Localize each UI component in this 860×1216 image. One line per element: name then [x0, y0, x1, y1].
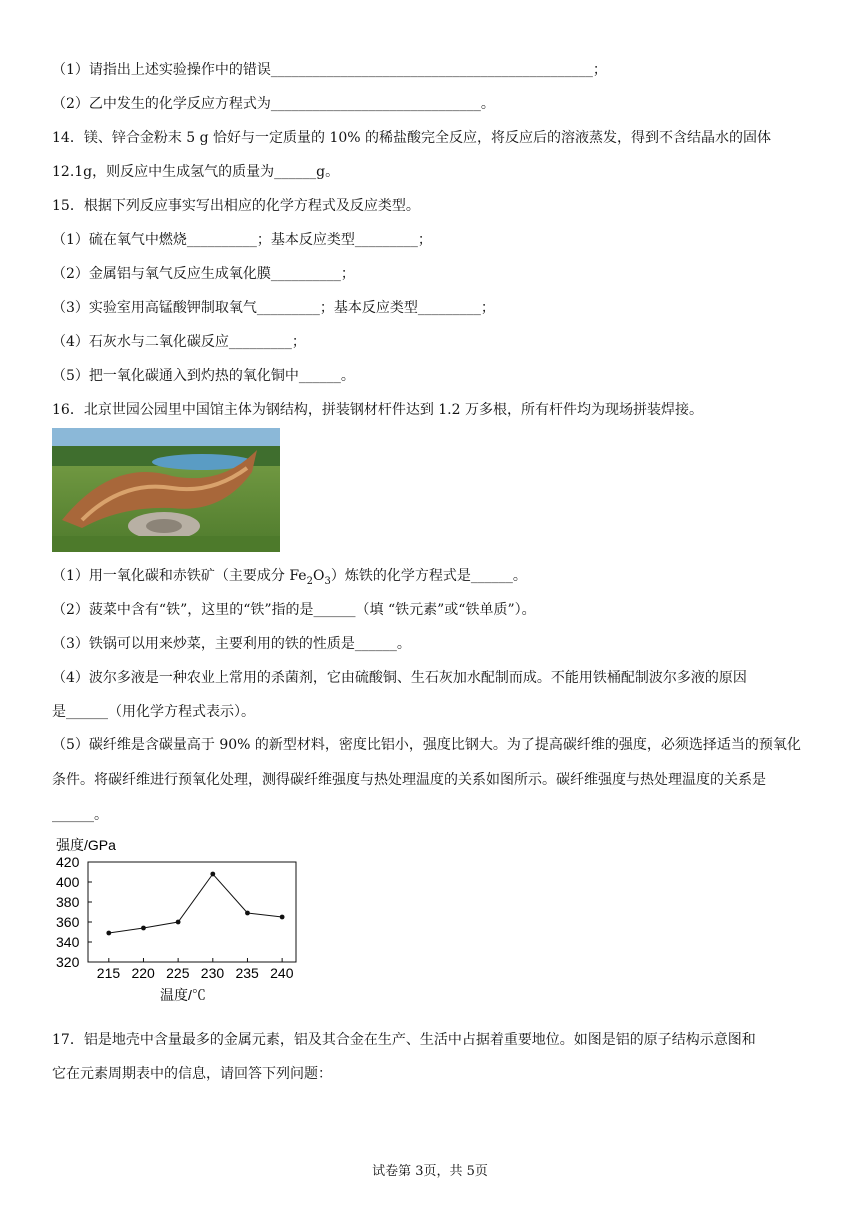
y-tick-label: 400	[56, 874, 80, 890]
data-point	[280, 915, 285, 920]
x-tick-label: 235	[235, 965, 259, 981]
data-point	[210, 872, 215, 877]
chart-xlabel: 温度/℃	[160, 987, 206, 1003]
y-tick-label: 320	[56, 954, 80, 970]
x-tick-label: 215	[96, 965, 121, 981]
q16-sub5: （5）碳纤维是含碳量高于 90% 的新型材料，密度比铝小，强度比钢大。为了提高碳纤维的强度，必须选择适当的预氧化条件。将碳纤维进行预氧化处理，测得碳纤维强度与热处理温度的关系如图所示。碳纤维强度与热处理温度的关系是______。	[52, 737, 801, 823]
data-point	[141, 926, 146, 931]
y-tick-label: 380	[56, 894, 80, 910]
q15-sub2: （2）金属铝与氧气反应生成氧化膜__________；	[52, 266, 355, 282]
q15-sub3: （3）实验室用高锰酸钾制取氧气_________；基本反应类型_________；	[52, 300, 495, 316]
q14-line1: 14．镁、锌合金粉末 5 g 恰好与一定质量的 10% 的稀盐酸完全反应，将反应后的溶液蒸发，得到不含结晶水的固体	[52, 130, 772, 146]
china-pavilion-photo	[52, 428, 280, 552]
chart-ylabel: 强度/GPa	[56, 837, 116, 853]
q16-sub4-line1: （4）波尔多液是一种农业上常用的杀菌剂，它由硫酸铜、生石灰加水配制而成。不能用铁桶配制波尔多液的原因	[52, 670, 747, 686]
q17-line1: 17．铝是地壳中含量最多的金属元素，铝及其合金在生产、生活中占据着重要地位。如图是铝的原子结构示意图和	[52, 1032, 756, 1048]
x-tick-label: 220	[131, 965, 155, 981]
x-tick-label: 230	[200, 965, 225, 981]
q16-sub1: （1）用一氧化碳和赤铁矿（主要成分 $Fe_2O_3$）炼铁的化学方程式是______。	[52, 568, 527, 587]
strength-temperature-chart	[52, 832, 312, 1008]
chart-svg	[52, 832, 312, 1008]
q13-sub2: （2）乙中发生的化学反应方程式为______________________________。	[52, 96, 495, 112]
x-tick-label: 240	[270, 965, 294, 981]
data-point	[176, 920, 181, 925]
q16-sub2: （2）菠菜中含有“铁”，这里的“铁”指的是______（填 “铁元素”或“铁单质”）。	[52, 602, 536, 618]
y-tick-label: 360	[56, 914, 80, 930]
q16-sub4-line2: 是______（用化学方程式表示）。	[52, 704, 255, 720]
q15-stem: 15．根据下列反应事实写出相应的化学方程式及反应类型。	[52, 198, 420, 214]
y-tick-label: 340	[56, 934, 80, 950]
data-point	[106, 931, 111, 936]
q15-sub4: （4）石灰水与二氧化碳反应_________；	[52, 334, 306, 350]
data-point	[245, 911, 250, 916]
q16-stem: 16．北京世园公园里中国馆主体为钢结构，拼装钢材杆件达到 1.2 万多根，所有杆件均为现场拼装焊接。	[52, 402, 703, 418]
q16-sub3: （3）铁锅可以用来炒菜，主要利用的铁的性质是______。	[52, 636, 411, 652]
q14-line2: 12.1g，则反应中生成氢气的质量为______g。	[52, 164, 340, 180]
q17-line2: 它在元素周期表中的信息，请回答下列问题：	[52, 1066, 332, 1082]
q15-sub1: （1）硫在氧气中燃烧__________；基本反应类型_________；	[52, 232, 432, 248]
x-tick-label: 225	[166, 965, 190, 981]
q15-sub5: （5）把一氧化碳通入到灼热的氧化铜中______。	[52, 368, 355, 384]
plot-frame	[88, 862, 296, 962]
q13-sub1: （1）请指出上述实验操作中的错误______________________________________________；	[52, 62, 607, 78]
page-footer: 试卷第 3页，共 5页	[372, 1164, 488, 1179]
y-tick-label: 420	[56, 854, 80, 870]
series-line	[109, 874, 282, 933]
